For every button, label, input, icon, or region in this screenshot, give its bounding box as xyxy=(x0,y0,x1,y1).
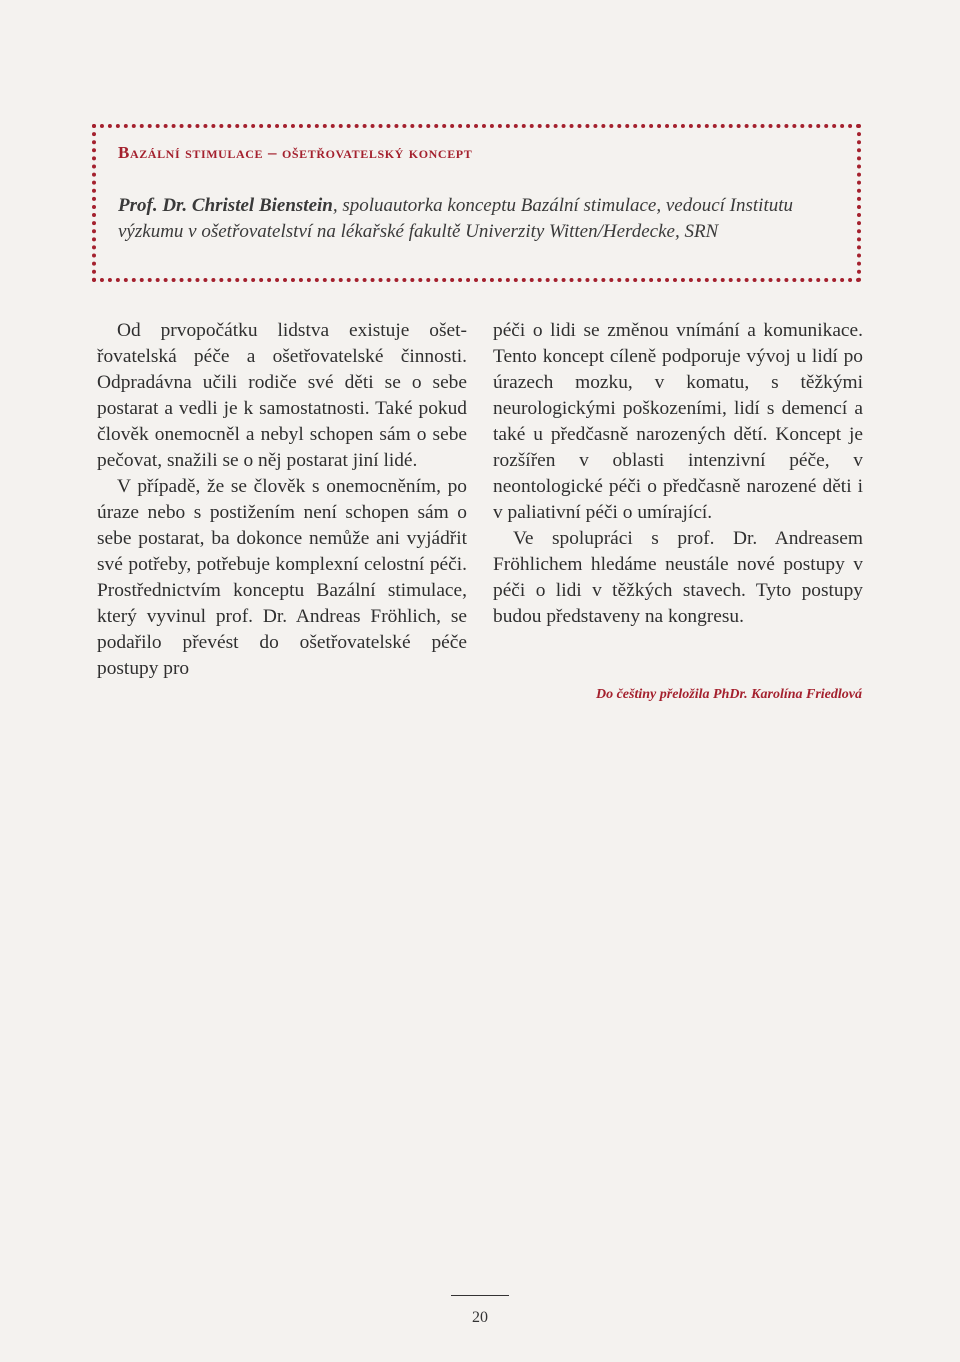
paragraph-1: Od prvopočátku lidstva existuje ošetřovatelská péče a ošetřovatelské činnosti. Odpradávna učili rodiče své děti se o sebe postarat a vedli je k samostatnosti. Také pokud člověk onemocněl a nebyl schopen sám o sebe pečovat, snažili se o něj postarat jiní lidé. xyxy=(97,320,467,471)
paragraph-4: Ve spolupráci s prof. Dr. Andreasem Fröhlichem hledáme neustále nové postupy v péči o lidi v těžkých stavech. Tyto postupy budou představeny na kongresu. xyxy=(493,528,863,627)
paragraph-3: péči o lidi se změnou vnímání a komunikace. Tento koncept cíleně podporuje vývoj u lidí po úrazech mozku, v komatu, s těžkými neurologickými poškozeními, lidí s demencí a také u předčasně narozených dětí. Koncept je rozšířen v oblasti intenzivní péče, v neontologické péči o předčasně narozené děti i v paliativní péči o umírající. xyxy=(493,320,863,523)
translator-credit: Do češtiny přeložila PhDr. Karolína Friedlová xyxy=(595,687,862,702)
author-block xyxy=(118,193,838,245)
right-column xyxy=(493,318,863,630)
left-column xyxy=(97,318,467,682)
paragraph-2: V případě, že se člověk s onemocněním, po úraze nebo s postižením není schopen sám o sebe postarat, ba dokonce nemůže ani vyjádřit své potřeby, potřebuje komplexní celostní péči. Prostřednictvím konceptu Bazální stimulace, který vyvinul prof. Dr. Andreas Fröhlich, se podařilo převést do ošetřovatelské péče postupy pro xyxy=(97,476,467,679)
author-name: Prof. Dr. Christel Bienstein xyxy=(118,195,333,216)
author-description: , spoluautorka konceptu Bazální stimulace, vedoucí Institutu výzkumu v ošetřovatelství na lékařské fakultě Univerzity Witten/Herdecke, SRN xyxy=(118,195,794,242)
article-title: Bazální stimulace – ošetřovatelský koncept xyxy=(118,143,473,162)
page-number: 20 xyxy=(472,1309,488,1326)
page-number-rule xyxy=(451,1295,509,1296)
